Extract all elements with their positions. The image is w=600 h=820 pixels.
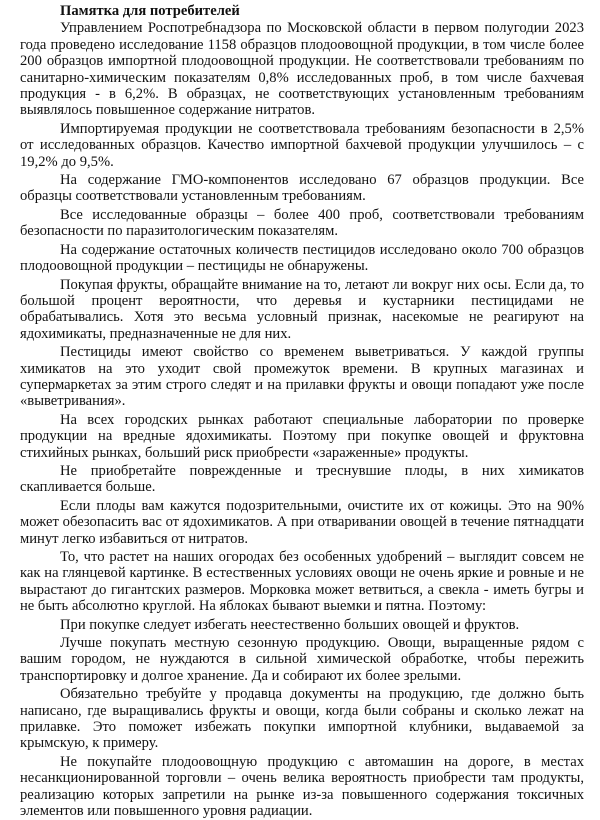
paragraph-roadside: Не покупайте плодоовощную продукцию с автомашин на дороге, в местах несанкционированной торговли – очень велика вероятность приобрести там продукты, реализацию которых запретили на рынке из-за повышенного содержания токсичных элементов или повышенного уровня радиации. <box>20 753 584 820</box>
paragraph-avoid-large: При покупке следует избегать неестественно больших овощей и фруктов. <box>60 616 520 633</box>
paragraph-study-results: Управлением Роспотребнадзора по Московской области в первом полугодии 2023 года проведено исследование 1158 образцов плодоовощной продукции, в том числе более 200 образцов импортной плодоовощной продукции. Не соответствовали требованиям по санитарно-химическим показателям 0,8% исследованных проб, в том числе бахчевая продукция - в 6,2%. В образцах, не соответствующих установленным требованиям выявлялось повышенное содержание нитратов. <box>20 20 584 119</box>
paragraph-weathering: Пестициды имеют свойство со временем выветриваться. У каждой группы химикатов на это уходит свой промежуток времени. В крупных магазинах и супермаркетах за этим строго следят и на прилавки фрукты и овощи попадают уже после «выветривания». <box>20 344 584 410</box>
paragraph-documents: Обязательно требуйте у продавца документы на продукцию, где должно быть написано, где выращивались фрукты и овощи, когда были собраны и сколько лежат на прилавке. Это поможет избежать покупки импортной клубники, выдаваемой за крымскую, к примеру. <box>20 686 584 752</box>
paragraph-parasitology: Все исследованные образцы – более 400 проб, соответствовали требованиям безопасности по паразитологическим показателям. <box>20 206 584 240</box>
paragraph-gmo: На содержание ГМО-компонентов исследовано 67 образцов продукции. Все образцы соответствовали установленным требованиям. <box>20 172 584 205</box>
paragraph-laboratories: На всех городских рынках работают специальные лаборатории по проверке продукции на вредные ядохимикаты. Поэтому при покупке овощей и фруктовна стихийных рынках, больший риск приобрести «зараженные» продукты. <box>20 411 584 461</box>
paragraph-peeling: Если плоды вам кажутся подозрительными, очистите их от кожицы. Это на 90% может обезопасить вас от ядохимикатов. А при отваривании овощей в течение пятнадцати минут легко избавиться от нитратов. <box>20 497 584 547</box>
paragraph-garden-produce: То, что растет на наших огородах без особенных удобрений – выглядит совсем не как на глянцевой картинке. В естественных условиях овощи не очень яркие и ровные и не вырастают до гигантских размеров. Морковка может ветвиться, а свекла - иметь бугры и не быть абсолютно круглой. На яблоках бывают выемки и пятна. Поэтому: <box>20 549 584 615</box>
paragraph-pesticides: На содержание остаточных количеств пестицидов исследовано около 700 образцов плодоовощной продукции – пестициды не обнаружены. <box>20 241 584 275</box>
paragraph-imported-products: Импортируемая продукции не соответствовала требованиям безопасности в 2,5% от исследованных образцов. Качество импортной бахчевой продукции улучшилось – с 19,2% до 9,5%. <box>20 120 584 170</box>
paragraph-damaged-fruit: Не приобретайте поврежденные и треснувшие плоды, в них химикатов скапливается больше. <box>20 462 584 496</box>
paragraph-local-seasonal: Лучше покупать местную сезонную продукцию. Овощи, выращенные рядом с вашим городом, не нуждаются в сильной химической обработке, чтобы пережить транспортировку и долгое хранение. Да и собирают их более зрелыми. <box>20 635 584 684</box>
paragraph-wasps: Покупая фрукты, обращайте внимание на то, летают ли вокруг них осы. Если да, то большой процент вероятности, что деревья и кустарники пестицидами не обрабатывались. Хотя это весьма условный признак, насекомые не реагируют на ядохимикаты, предназначенные не для них. <box>20 276 584 342</box>
memo-title: Памятка для потребителей <box>60 3 240 19</box>
